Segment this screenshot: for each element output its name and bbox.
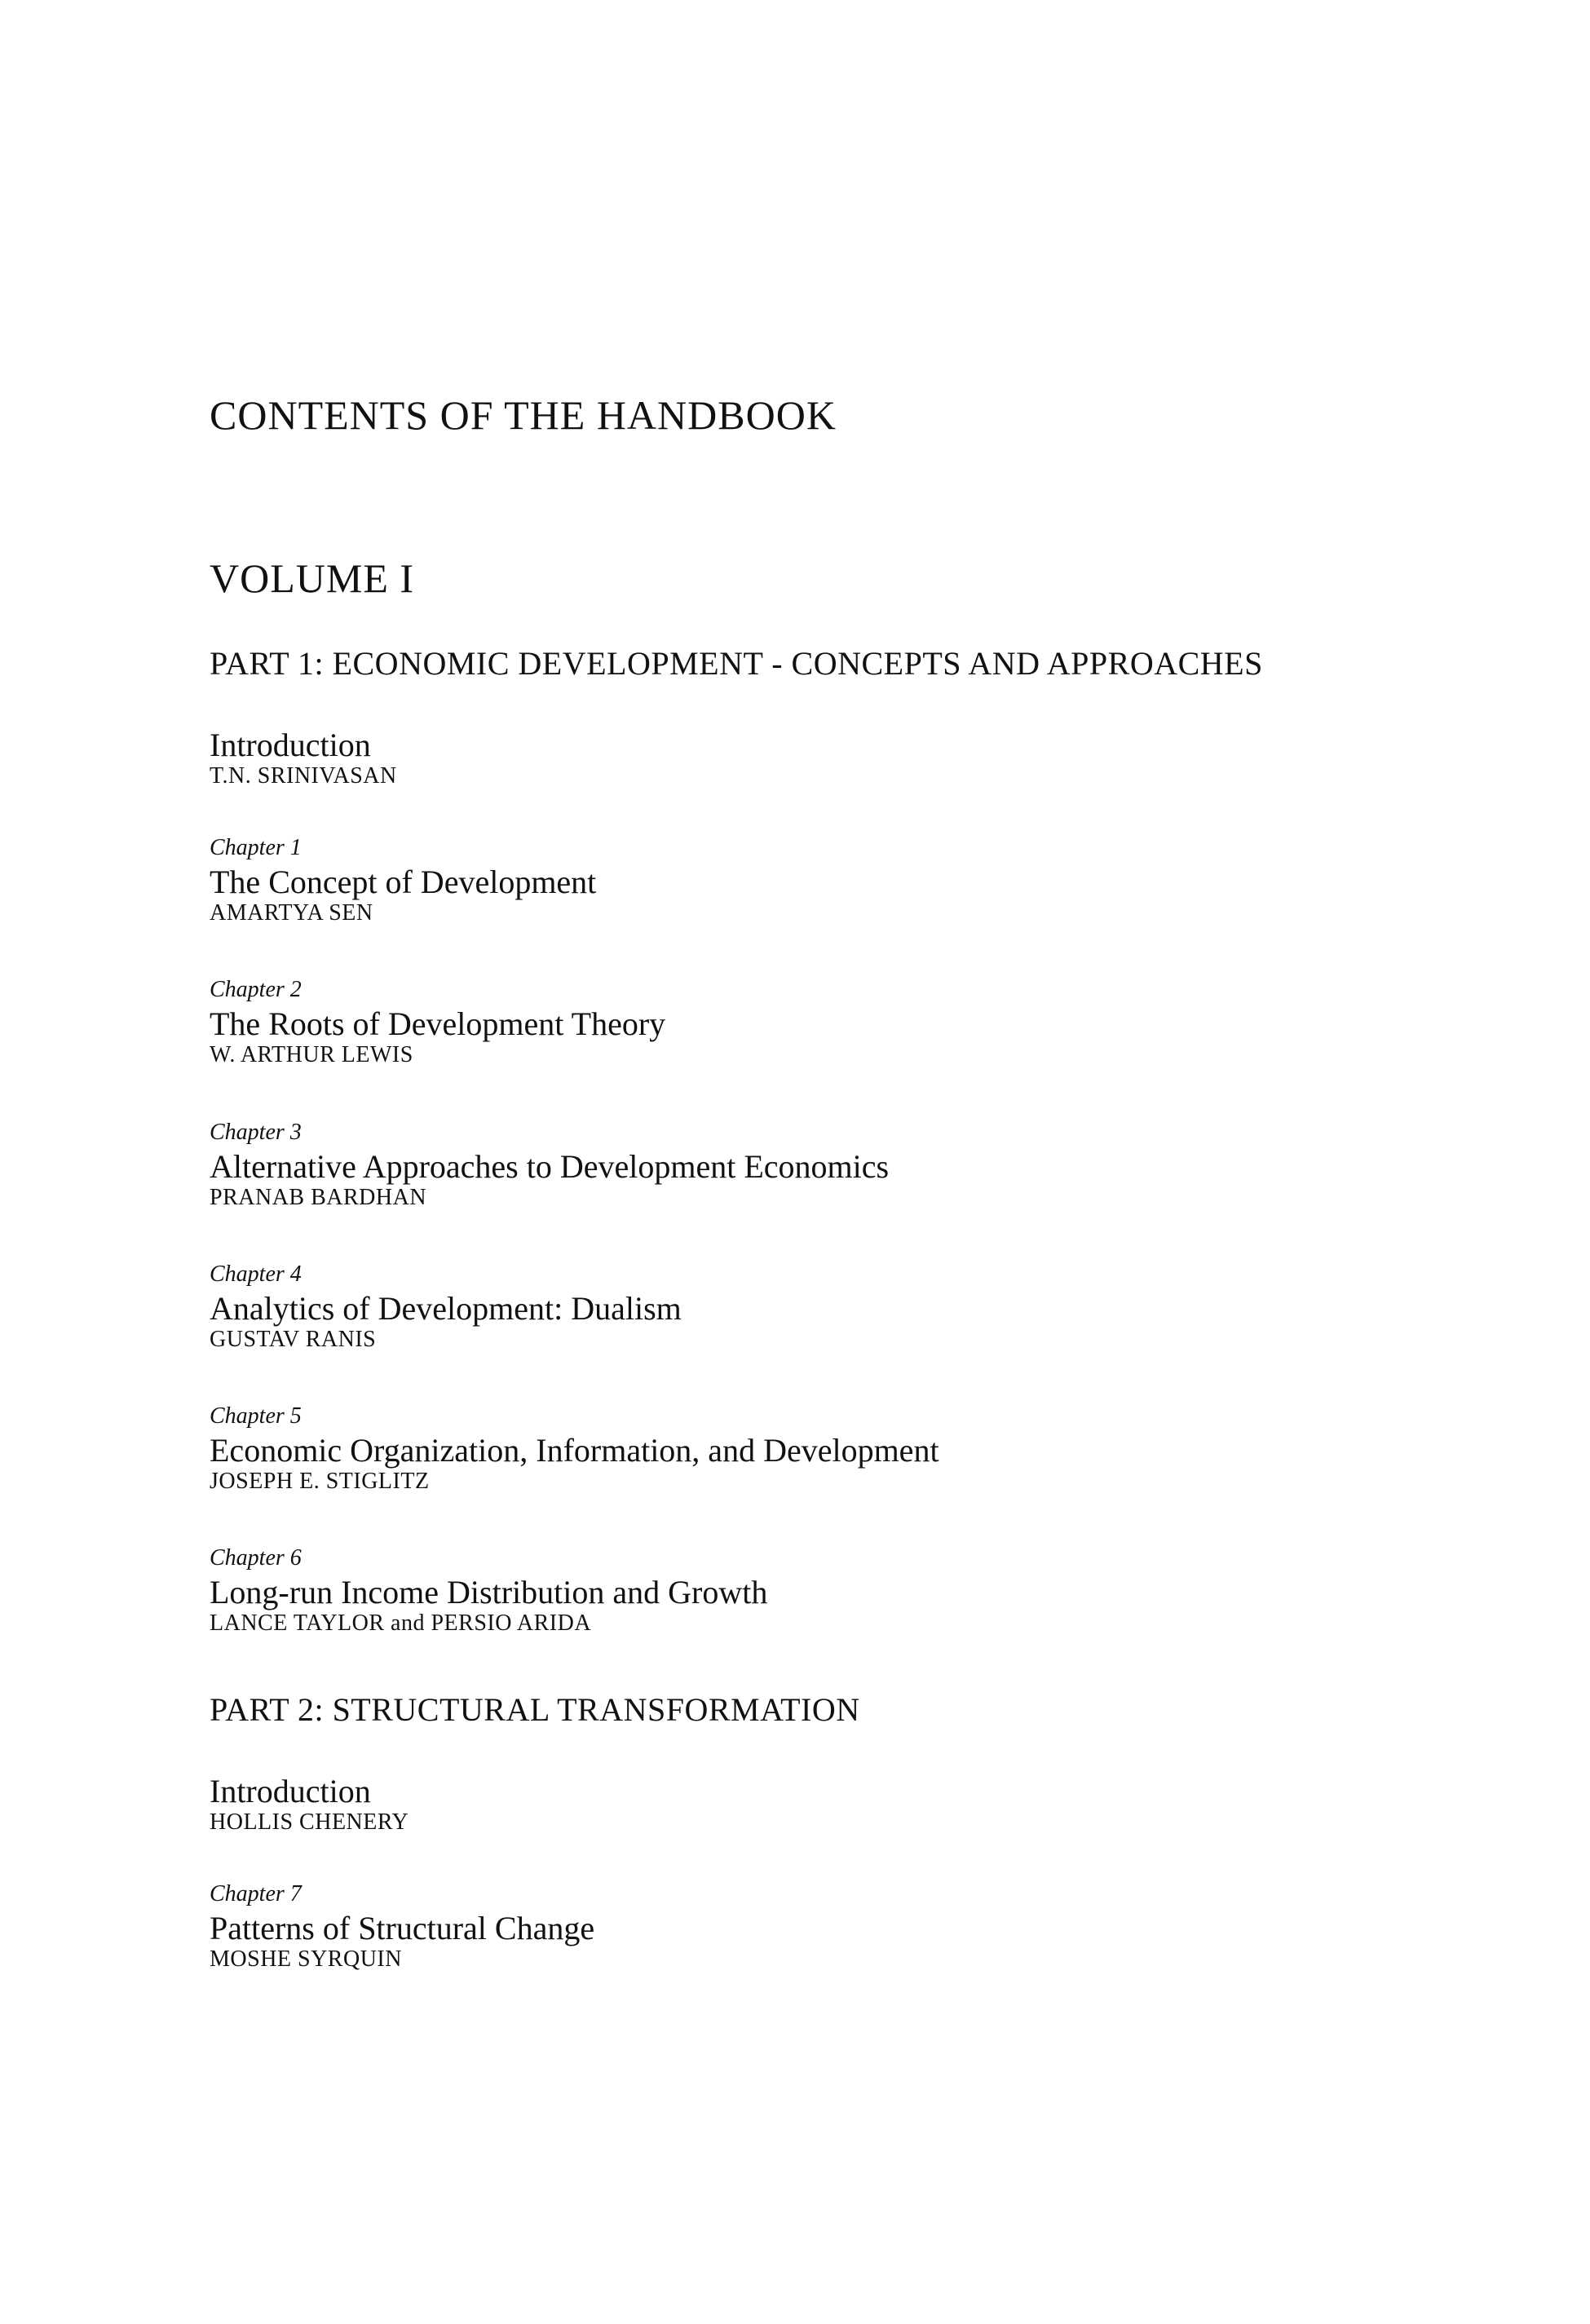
- chapter-label: Chapter 4: [210, 1261, 302, 1287]
- part-heading: PART 1: ECONOMIC DEVELOPMENT - CONCEPTS AND APPROACHES: [210, 645, 1263, 682]
- contents-entry: [210, 1880, 594, 1973]
- entry-author: PRANAB BARDHAN: [210, 1185, 427, 1210]
- contents-entry: [210, 1261, 682, 1354]
- entry-title: Economic Organization, Information, and Development: [210, 1432, 939, 1469]
- entry-title: The Roots of Development Theory: [210, 1005, 666, 1042]
- chapter-label: Chapter 2: [210, 977, 302, 1002]
- entry-title: Alternative Approaches to Development Economics: [210, 1148, 890, 1185]
- volume-title: VOLUME I: [210, 555, 415, 601]
- chapter-label: Chapter 1: [210, 835, 302, 860]
- entry-author: MOSHE SYRQUIN: [210, 1946, 402, 1972]
- entry-author: LANCE TAYLOR and PERSIO ARIDA: [210, 1610, 592, 1636]
- contents-entry: [210, 834, 596, 927]
- part-heading: PART 2: STRUCTURAL TRANSFORMATION: [210, 1691, 860, 1728]
- entry-title: Introduction: [210, 1773, 371, 1809]
- entry-author: T.N. SRINIVASAN: [210, 763, 397, 789]
- entry-title: Patterns of Structural Change: [210, 1910, 595, 1946]
- handbook-title: CONTENTS OF THE HANDBOOK: [210, 392, 837, 438]
- entry-author: GUSTAV RANIS: [210, 1327, 377, 1352]
- entry-title: Analytics of Development: Dualism: [210, 1290, 682, 1327]
- entry-title: The Concept of Development: [210, 864, 597, 900]
- contents-entry: [210, 728, 397, 790]
- contents-entry: [210, 1544, 767, 1637]
- contents-entry: [210, 976, 665, 1069]
- contents-entry: [210, 1119, 889, 1212]
- entry-author: AMARTYA SEN: [210, 900, 373, 926]
- entry-author: HOLLIS CHENERY: [210, 1809, 409, 1835]
- entry-author: JOSEPH E. STIGLITZ: [210, 1469, 430, 1494]
- entry-title: Long-run Income Distribution and Growth: [210, 1574, 768, 1610]
- entry-title: Introduction: [210, 727, 371, 763]
- entry-author: W. ARTHUR LEWIS: [210, 1042, 413, 1067]
- chapter-label: Chapter 5: [210, 1403, 302, 1429]
- chapter-label: Chapter 3: [210, 1120, 302, 1145]
- contents-entry: [210, 1774, 409, 1836]
- chapter-label: Chapter 6: [210, 1545, 302, 1571]
- chapter-label: Chapter 7: [210, 1881, 302, 1906]
- contents-entry: [210, 1403, 939, 1496]
